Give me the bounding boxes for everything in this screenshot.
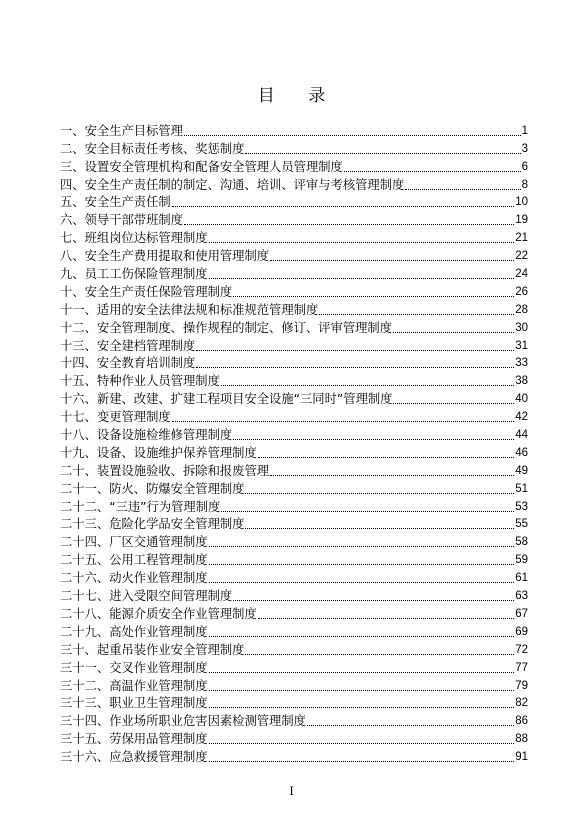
toc-entry-page-number: 72 xyxy=(515,643,528,656)
toc-entry-title: 五、安全生产责任制 xyxy=(60,195,171,210)
toc-dot-leader xyxy=(209,742,515,744)
toc-entry[interactable] xyxy=(60,389,528,407)
toc-entry[interactable] xyxy=(60,121,528,139)
toc-entry-title: 三、设置安全管理机构和配备安全管理人员管理制度 xyxy=(60,159,343,174)
toc-entry[interactable] xyxy=(60,336,528,354)
toc-entry-page-number: 3 xyxy=(521,142,528,155)
toc-entry-title: 八、安全生产费用提取和使用管理制度 xyxy=(60,249,270,264)
toc-entry-page-number: 30 xyxy=(515,321,528,334)
toc-entry[interactable] xyxy=(60,532,528,550)
toc-entry-page-number: 88 xyxy=(515,733,528,746)
toc-dot-leader xyxy=(319,313,514,315)
toc-dot-leader xyxy=(209,581,515,583)
toc-dot-leader xyxy=(245,527,514,529)
toc-entry-title: 三十一、交叉作业管理制度 xyxy=(60,660,208,675)
toc-dot-leader xyxy=(196,349,514,351)
toc-dot-leader xyxy=(196,366,514,368)
toc-entry-title: 二十三、危险化学品安全管理制度 xyxy=(60,517,245,532)
toc-entry-page-number: 49 xyxy=(515,464,528,477)
toc-entry-page-number: 91 xyxy=(515,751,528,764)
toc-entry-page-number: 59 xyxy=(515,554,528,567)
page-number-footer: I xyxy=(289,783,294,798)
toc-dot-leader xyxy=(307,724,514,726)
toc-entry[interactable] xyxy=(60,318,528,336)
toc-entry-title: 十九、设备、设施维护保养管理制度 xyxy=(60,445,257,460)
toc-entry-page-number: 51 xyxy=(515,482,528,495)
toc-dot-leader xyxy=(172,205,515,207)
toc-entry-title: 二、安全目标责任考核、奖惩制度 xyxy=(60,141,245,156)
toc-entry[interactable] xyxy=(60,300,528,318)
toc-entry[interactable] xyxy=(60,586,528,604)
toc-entry-title: 十、安全生产责任保险管理制度 xyxy=(60,284,233,299)
toc-entry-title: 三十二、高温作业管理制度 xyxy=(60,678,208,693)
toc-entry[interactable] xyxy=(60,694,528,712)
toc-dot-leader xyxy=(233,295,514,297)
toc-dot-leader xyxy=(270,474,514,476)
toc-entry-title: 九、员工工伤保险管理制度 xyxy=(60,267,208,282)
toc-entry-title: 三十、起重吊装作业安全管理制度 xyxy=(60,642,245,657)
toc-dot-leader xyxy=(221,510,514,512)
toc-entry-title: 三十三、职业卫生管理制度 xyxy=(60,696,208,711)
toc-entry-title: 二十八、能源介质安全作业管理制度 xyxy=(60,606,257,621)
toc-dot-leader xyxy=(172,420,515,422)
toc-entry-page-number: 44 xyxy=(515,429,528,442)
toc-entry-page-number: 69 xyxy=(515,625,528,638)
toc-entry-page-number: 21 xyxy=(515,232,528,245)
toc-dot-leader xyxy=(209,671,515,673)
toc-dot-leader xyxy=(258,456,514,458)
toc-dot-leader xyxy=(184,134,521,136)
toc-entry-page-number: 55 xyxy=(515,518,528,531)
toc-entry-title: 二十一、防火、防爆安全管理制度 xyxy=(60,481,245,496)
toc-dot-leader xyxy=(270,259,514,261)
toc-entry[interactable] xyxy=(60,228,528,246)
toc-entry[interactable] xyxy=(60,157,528,175)
toc-entry[interactable] xyxy=(60,175,528,193)
toc-entry[interactable] xyxy=(60,622,528,640)
toc-entry-title: 二十四、厂区交通管理制度 xyxy=(60,535,208,550)
toc-entry-page-number: 67 xyxy=(515,607,528,620)
toc-entry-title: 一、安全生产目标管理 xyxy=(60,123,183,138)
toc-entry[interactable] xyxy=(60,676,528,694)
toc-entry[interactable] xyxy=(60,443,528,461)
toc-dot-leader xyxy=(209,277,515,279)
toc-entry[interactable] xyxy=(60,264,528,282)
toc-entry-title: 三十四、作业场所职业危害因素检测管理制度 xyxy=(60,714,306,729)
toc-dot-leader xyxy=(344,170,521,172)
toc-entry-title: 十八、设备设施检维修管理制度 xyxy=(60,428,233,443)
toc-entry-title: 十七、变更管理制度 xyxy=(60,410,171,425)
toc-entry-page-number: 79 xyxy=(515,679,528,692)
toc-entry-page-number: 6 xyxy=(521,160,528,173)
toc-dot-leader xyxy=(393,402,514,404)
toc-dot-leader xyxy=(209,241,515,243)
toc-dot-leader xyxy=(245,492,514,494)
toc-dot-leader xyxy=(209,760,515,762)
toc-entry-page-number: 46 xyxy=(515,446,528,459)
toc-dot-leader xyxy=(245,653,514,655)
toc-entry-page-number: 61 xyxy=(515,572,528,585)
toc-entry-page-number: 28 xyxy=(515,303,528,316)
toc-entry-page-number: 33 xyxy=(515,357,528,370)
toc-entry-page-number: 86 xyxy=(515,715,528,728)
toc-entry-page-number: 19 xyxy=(515,214,528,227)
toc-entry[interactable] xyxy=(60,282,528,300)
toc-dot-leader xyxy=(184,223,514,225)
toc-dot-leader xyxy=(405,188,520,190)
toc-dot-leader xyxy=(258,617,514,619)
toc-entry[interactable] xyxy=(60,354,528,372)
toc-dot-leader xyxy=(221,384,514,386)
toc-dot-leader xyxy=(209,563,515,565)
toc-dot-leader xyxy=(245,152,520,154)
toc-entry-page-number: 53 xyxy=(515,500,528,513)
toc-entry-title: 三十五、劳保用品管理制度 xyxy=(60,732,208,747)
toc-entry-page-number: 82 xyxy=(515,697,528,710)
toc-entry[interactable] xyxy=(60,479,528,497)
toc-entry-page-number: 58 xyxy=(515,536,528,549)
toc-entry-page-number: 31 xyxy=(515,339,528,352)
table-of-contents xyxy=(60,121,528,765)
toc-entry[interactable] xyxy=(60,604,528,622)
toc-entry[interactable] xyxy=(60,640,528,658)
toc-dot-leader xyxy=(209,545,515,547)
toc-entry-title: 七、班组岗位达标管理制度 xyxy=(60,231,208,246)
toc-entry[interactable] xyxy=(60,515,528,533)
toc-entry-title: 二十五、公用工程管理制度 xyxy=(60,553,208,568)
toc-entry-page-number: 26 xyxy=(515,285,528,298)
toc-entry[interactable] xyxy=(60,371,528,389)
toc-entry-title: 二十七、进入受限空间管理制度 xyxy=(60,589,233,604)
toc-entry-title: 十一、适用的安全法律法规和标准规范管理制度 xyxy=(60,302,319,317)
toc-entry-title: 十三、安全建档管理制度 xyxy=(60,338,196,353)
toc-entry-title: 二十、装置设施验收、拆除和报废管理 xyxy=(60,463,270,478)
toc-entry-title: 六、领导干部带班制度 xyxy=(60,213,183,228)
toc-entry[interactable] xyxy=(60,550,528,568)
toc-entry[interactable] xyxy=(60,407,528,425)
toc-entry-title: 十六、新建、改建、扩建工程项目安全设施“三同时”管理制度 xyxy=(60,392,393,407)
toc-entry-page-number: 38 xyxy=(515,375,528,388)
toc-entry[interactable] xyxy=(60,461,528,479)
toc-entry-title: 十五、特种作业人员管理制度 xyxy=(60,374,220,389)
toc-entry[interactable] xyxy=(60,139,528,157)
toc-entry[interactable] xyxy=(60,210,528,228)
toc-dot-leader xyxy=(209,689,515,691)
toc-entry-page-number: 24 xyxy=(515,268,528,281)
toc-entry[interactable] xyxy=(60,658,528,676)
toc-entry-page-number: 1 xyxy=(521,124,528,137)
toc-entry-title: 四、安全生产责任制的制定、沟通、培训、评审与考核管理制度 xyxy=(60,177,405,192)
toc-dot-leader xyxy=(233,438,514,440)
toc-entry-title: 十二、安全管理制度、操作规程的制定、修订、评审管理制度 xyxy=(60,320,393,335)
toc-dot-leader xyxy=(209,706,515,708)
toc-entry[interactable] xyxy=(60,711,528,729)
toc-entry-page-number: 40 xyxy=(515,393,528,406)
toc-entry[interactable] xyxy=(60,568,528,586)
toc-entry-page-number: 77 xyxy=(515,661,528,674)
toc-dot-leader xyxy=(393,331,514,333)
toc-entry-title: 二十六、动火作业管理制度 xyxy=(60,571,208,586)
toc-entry[interactable] xyxy=(60,193,528,211)
toc-entry-page-number: 8 xyxy=(521,178,528,191)
page-title: 目 录 xyxy=(257,86,340,106)
toc-entry-page-number: 63 xyxy=(515,590,528,603)
toc-dot-leader xyxy=(233,599,514,601)
toc-entry-title: 二十二、“三违”行为管理制度 xyxy=(60,499,221,514)
toc-entry[interactable] xyxy=(60,729,528,747)
toc-entry[interactable] xyxy=(60,246,528,264)
toc-entry-title: 三十六、应急救援管理制度 xyxy=(60,750,208,765)
toc-dot-leader xyxy=(209,635,515,637)
toc-entry-page-number: 42 xyxy=(515,411,528,424)
toc-entry-title: 二十九、高处作业管理制度 xyxy=(60,624,208,639)
toc-entry[interactable] xyxy=(60,747,528,765)
toc-entry-title: 十四、安全教育培训制度 xyxy=(60,356,196,371)
toc-entry[interactable] xyxy=(60,497,528,515)
toc-entry[interactable] xyxy=(60,425,528,443)
toc-entry-page-number: 10 xyxy=(515,196,528,209)
toc-entry-page-number: 22 xyxy=(515,250,528,263)
